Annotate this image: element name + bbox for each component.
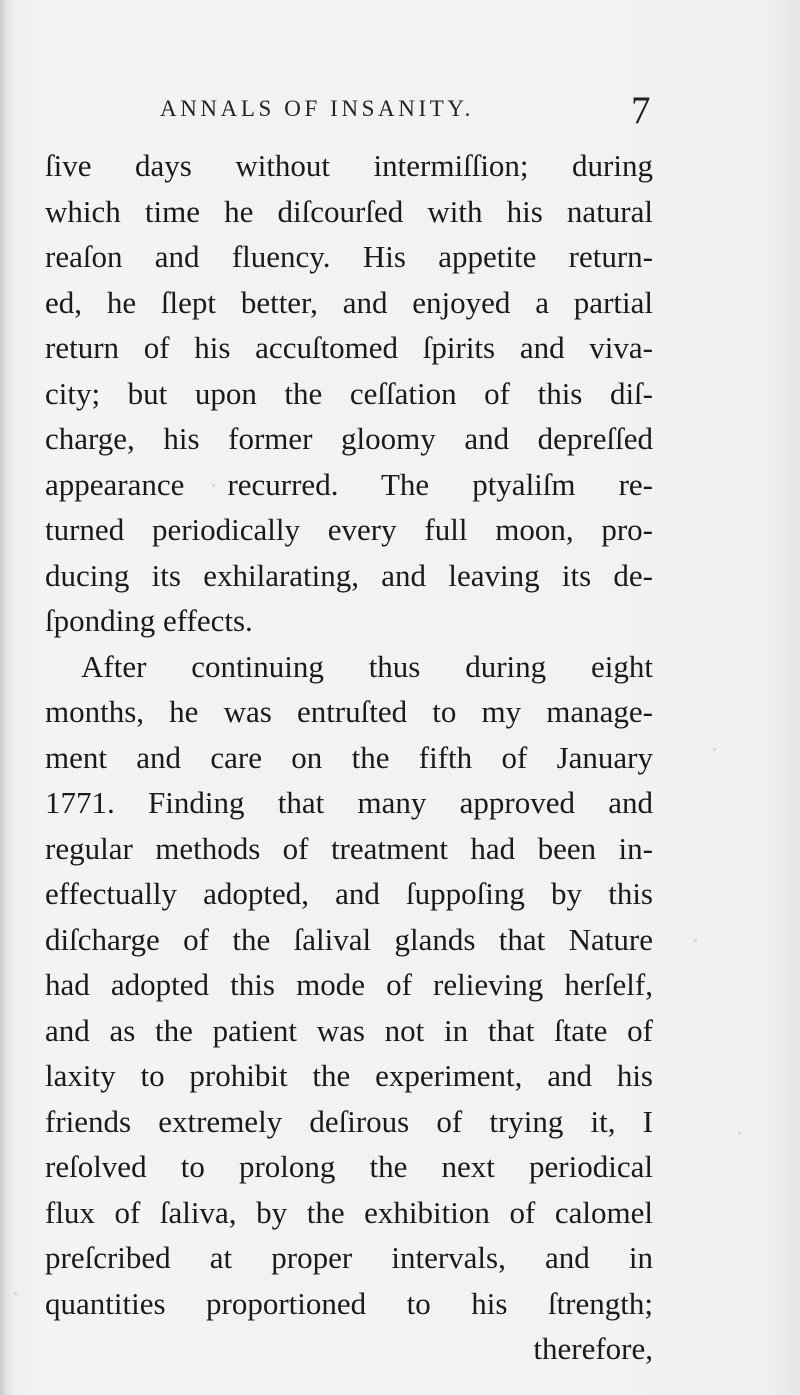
paper-speck xyxy=(14,1292,17,1295)
text-line: ſponding effects. xyxy=(45,603,253,638)
text-line: ment and care on the fifth of January xyxy=(45,739,653,775)
text-line: diſcharge of the ſalival glands that Nature xyxy=(45,921,653,957)
text-line: friends extremely deſirous of trying it, I xyxy=(45,1103,653,1139)
text-line: effectually adopted, and ſuppoſing by this xyxy=(45,876,653,911)
text-line: regular methods of treatment had been in- xyxy=(45,830,653,866)
paragraph-1 xyxy=(45,143,653,644)
text-line: ed, he ſlept better, and enjoyed a partial xyxy=(45,284,653,320)
catchword: therefore, xyxy=(533,1331,653,1366)
text-line: preſcribed at proper intervals, and in xyxy=(45,1240,653,1275)
text-line: flux of ſaliva, by the exhibition of calomel xyxy=(45,1194,653,1230)
text-line: reaſon and fluency. His appetite return- xyxy=(45,239,653,274)
text-line: After continuing thus during eight xyxy=(81,648,653,684)
text-line: quantities proportioned to his ſtrength; xyxy=(45,1285,653,1321)
paper-speck xyxy=(738,1132,741,1135)
text-line: laxity to prohibit the experiment, and his xyxy=(45,1058,653,1093)
text-line: 1771. Finding that many approved and xyxy=(45,785,653,820)
paper-speck xyxy=(212,484,215,487)
text-line: and as the patient was not in that ſtate of xyxy=(45,1012,653,1048)
page-gutter-shadow xyxy=(0,0,7,1395)
text-line: city; but upon the ceſſation of this diſ- xyxy=(45,375,653,411)
text-line: ducing its exhilarating, and leaving its de- xyxy=(45,557,653,593)
paper-speck xyxy=(713,748,716,751)
page-number: 7 xyxy=(631,89,651,132)
body-text xyxy=(45,143,653,1372)
text-line: months, he was entruſted to my manage- xyxy=(45,694,653,729)
text-line: ſive days without intermiſſion; during xyxy=(45,148,653,183)
text-line: return of his accuſtomed ſpirits and viva- xyxy=(45,330,653,365)
text-line: which time he diſcourſed with his natural xyxy=(45,193,653,229)
paragraph-2 xyxy=(45,644,653,1327)
text-line: turned periodically every full moon, pro- xyxy=(45,512,653,547)
text-line: charge, his former gloomy and depreſſed xyxy=(45,421,653,456)
paper-speck xyxy=(694,939,697,942)
text-line: reſolved to prolong the next periodical xyxy=(45,1149,653,1184)
text-line: appearance recurred. The ptyaliſm re- xyxy=(45,466,653,502)
text-line: had adopted this mode of relieving herſelf, xyxy=(45,967,653,1002)
running-title: ANNALS OF INSANITY. xyxy=(160,96,474,121)
